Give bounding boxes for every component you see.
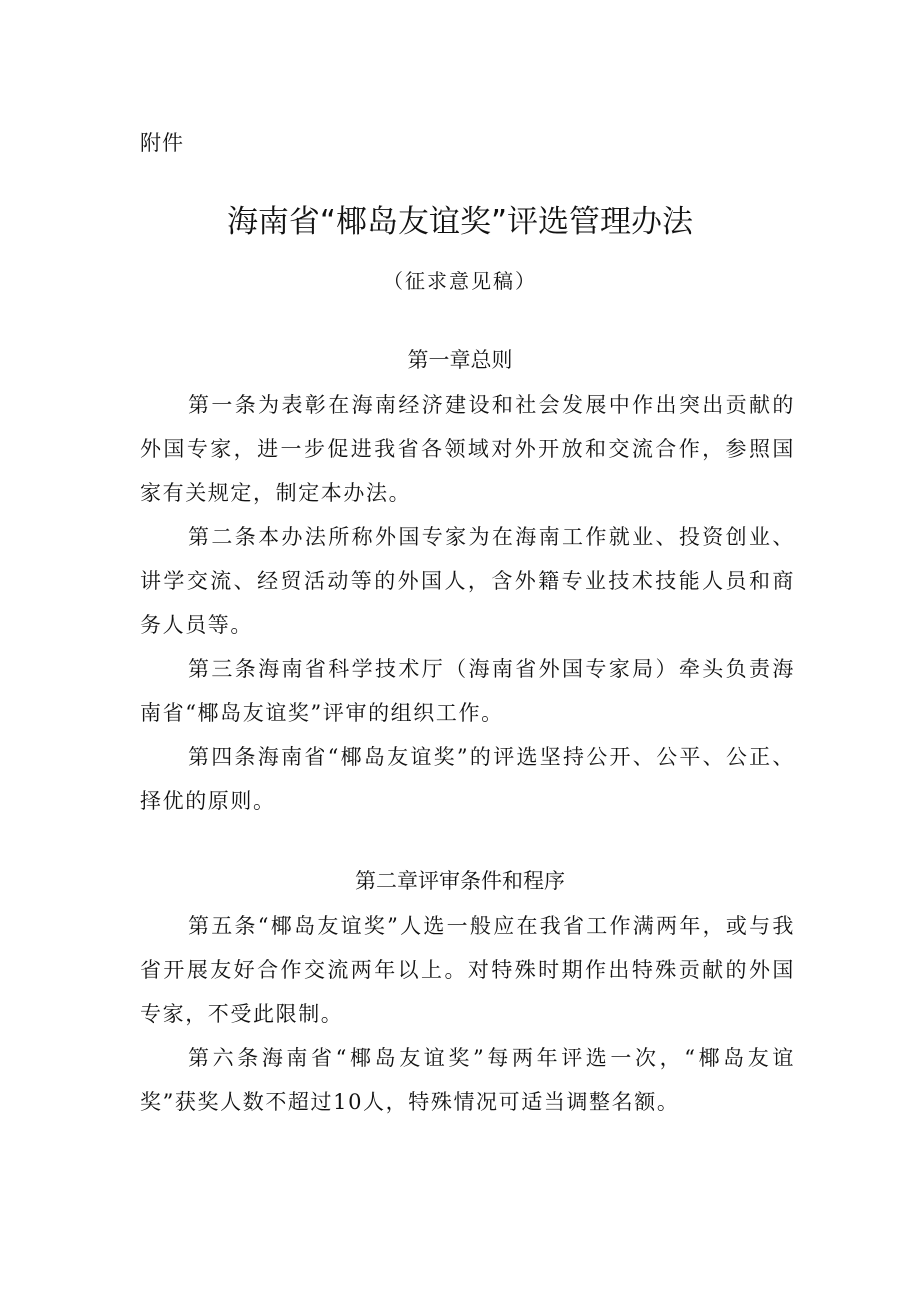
article-paragraph: 第三条海南省科学技术厅（海南省外国专家局）牵头负责海南省“椰岛友谊奖”评审的组织工作。	[140, 657, 795, 725]
article-paragraph: 第一条为表彰在海南经济建设和社会发展中作出突出贡献的外国专家，进一步促进我省各领域对外开放和交流合作，参照国家有关规定，制定本办法。	[140, 393, 795, 505]
document-subtitle: （征求意见稿）	[383, 269, 537, 293]
attachment-label: 附件	[140, 131, 184, 155]
article-paragraph: 第二条本办法所称外国专家为在海南工作就业、投资创业、讲学交流、经贸活动等的外国人，含外籍专业技术技能人员和商务人员等。	[140, 525, 795, 637]
article-paragraph: 第四条海南省“椰岛友谊奖”的评选坚持公开、公平、公正、择优的原则。	[140, 745, 795, 813]
article-paragraph: 第五条“椰岛友谊奖”人选一般应在我省工作满两年，或与我省开展友好合作交流两年以上。对特殊时期作出特殊贡献的外国专家，不受此限制。	[140, 914, 795, 1026]
article-paragraph: 第六条海南省“椰岛友谊奖”每两年评选一次，“椰岛友谊奖”获奖人数不超过10人，特殊情况可适当调整名额。	[140, 1046, 795, 1114]
chapter-heading: 第二章评审条件和程序	[355, 869, 565, 893]
chapter-heading: 第一章总则	[407, 348, 513, 372]
document-title: 海南省“椰岛友谊奖”评选管理办法	[226, 204, 694, 240]
